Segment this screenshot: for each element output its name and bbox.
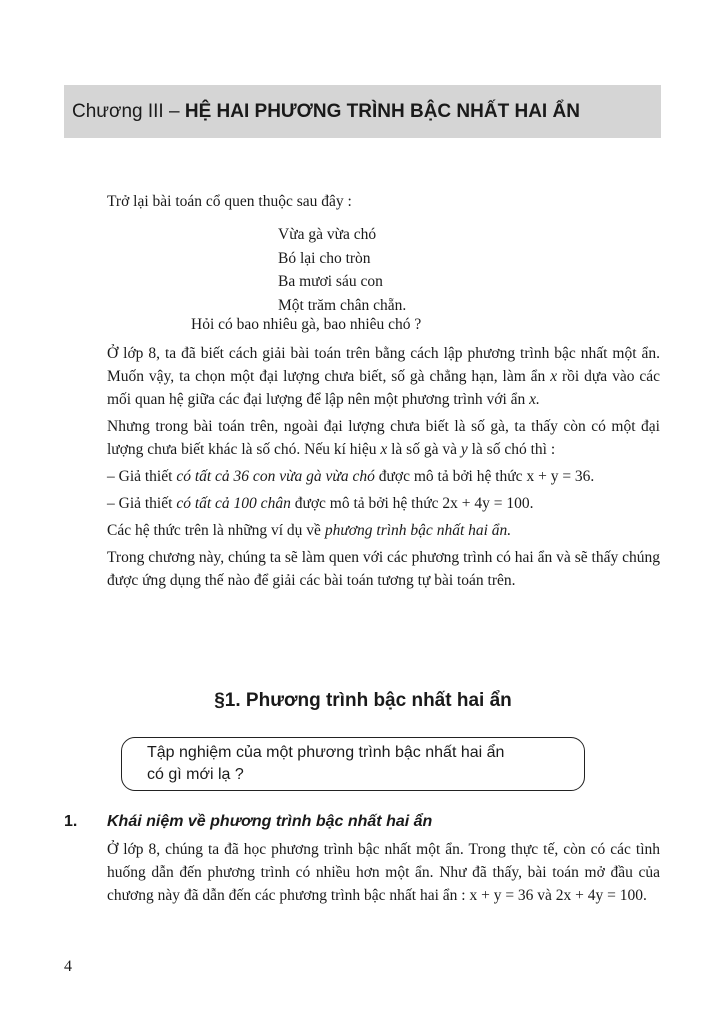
subsection-title: Khái niệm về phương trình bậc nhất hai ẩn [107,813,433,830]
chapter-title: HỆ HAI PHƯƠNG TRÌNH BẬC NHẤT HAI ẨN [184,100,580,122]
callout-line-1: Tập nghiệm của một phương trình bậc nhất hai ẩn [147,744,505,761]
final-paragraph [107,838,660,911]
callout-line-2: có gì mới lạ ? [147,766,244,783]
callout-box [121,737,585,791]
main-paragraphs [107,342,660,596]
chapter-banner [64,85,661,138]
paragraph-3: Các hệ thức trên là những ví dụ về phương trình bậc nhất hai ẩn. [107,522,512,539]
poem-line: Một trăm chân chẵn. [278,296,407,314]
poem-line: Ba mươi sáu con [278,273,383,290]
paragraph-1: Ở lớp 8, ta đã biết cách giải bài toán trên bằng cách lập phương trình bậc nhất một ẩn. Muốn vậy, ta chọn một đại lượng chưa biết, số gà chẳng hạn, làm ẩn x rồi dựa vào các mối quan hệ giữa các đại lượng để lập nên một phương trình với ẩn x. [107,345,660,408]
poem-line: Bó lại cho tròn [278,249,371,267]
bullet-2: – Giả thiết có tất cả 100 chân được mô tả bởi hệ thức 2x + 4y = 100. [107,495,534,512]
poem [278,223,406,317]
intro-line: Trở lại bài toán cổ quen thuộc sau đây : [107,193,352,210]
bullet-1: – Giả thiết có tất cả 36 con vừa gà vừa chó được mô tả bởi hệ thức x + y = 36. [107,468,595,485]
chapter-prefix: Chương III – [72,100,180,122]
paragraph-4: Trong chương này, chúng ta sẽ làm quen với các phương trình có hai ẩn và sẽ thấy chúng được ứng dụng thế nào để giải các bài toán tương tự bài toán trên. [107,549,660,589]
paragraph-2: Nhưng trong bài toán trên, ngoài đại lượng chưa biết là số gà, ta thấy còn có một đại lượng chưa biết khác là số chó. Nếu kí hiệu x là số gà và y là số chó thì : [107,418,660,458]
subsection-number: 1. [64,813,78,830]
section-title: §1. Phương trình bậc nhất hai ẩn [214,690,512,711]
page-number: 4 [64,958,72,975]
paragraph-final: Ở lớp 8, chúng ta đã học phương trình bậc nhất một ẩn. Trong thực tế, còn có các tình huống dẫn đến phương trình có nhiều hơn một ẩn. Như đã thấy, bài toán mở đầu của chương này đã dẫn đến các phương trình bậc nhất hai ẩn : x + y = 36 và 2x + 4y = 100. [107,841,660,904]
poem-line: Vừa gà vừa chó [278,226,377,243]
question-line: Hỏi có bao nhiêu gà, bao nhiêu chó ? [191,316,422,333]
